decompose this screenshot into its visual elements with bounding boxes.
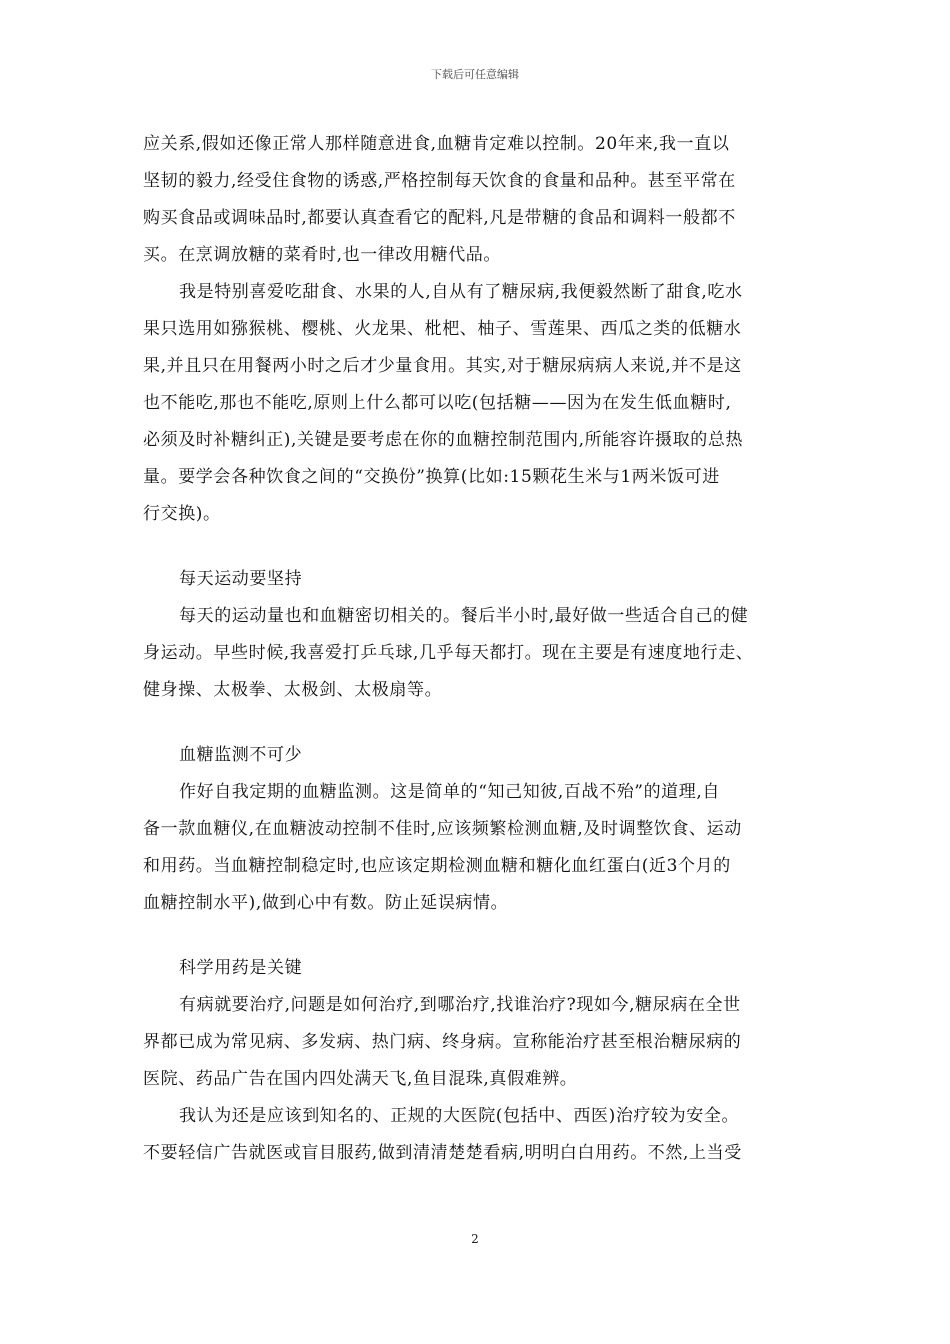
paragraph-line: 有病就要治疗,问题是如何治疗,到哪治疗,找谁治疗?现如今,糖尿病在全世 [179,995,741,1015]
section-gap [143,922,815,950]
paragraph-line: 健身操、太极拳、太极剑、太极扇等。 [143,680,443,700]
page-number: 2 [471,1232,479,1246]
paragraph-line: 必须及时补糖纠正),关键是要考虑在你的血糖控制范围内,所能容许摄取的总热 [143,430,744,450]
document-body [143,126,815,1172]
paragraph-line: 身运动。早些时候,我喜爱打乒乓球,几乎每天都打。现在主要是有速度地行走、 [143,643,754,663]
paragraph-line: 和用药。当血糖控制稳定时,也应该定期检测血糖和糖化血红蛋白(近3个月的 [143,856,731,876]
paragraph-line: 作好自我定期的血糖监测。这是简单的“知己知彼,百战不殆”的道理,自 [179,782,720,802]
section-heading: 科学用药是关键 [179,958,303,978]
paragraph-line: 医院、药品广告在国内四处满天飞,鱼目混珠,真假难辨。 [143,1069,578,1089]
paragraph-line: 我认为还是应该到知名的、正规的大医院(包括中、西医)治疗较为安全。 [179,1106,740,1126]
page-header: 下载后可任意编辑 [431,68,519,81]
paragraph-line: 量。要学会各种饮食之间的“交换份”换算(比如:15颗花生米与1两米饭可进 [143,467,720,487]
paragraph-line: 也不能吃,那也不能吃,原则上什么都可以吃(包括糖——因为在发生低血糖时, [143,393,732,413]
section-gap [143,709,815,737]
paragraph-line: 每天的运动量也和血糖密切相关的。餐后半小时,最好做一些适合自己的健 [179,606,749,626]
paragraph-line: 果只选用如猕猴桃、樱桃、火龙果、枇杷、柚子、雪莲果、西瓜之类的低糖水 [143,319,742,339]
paragraph-line: 果,并且只在用餐两小时之后才少量食用。其实,对于糖尿病病人来说,并不是这 [143,356,742,376]
paragraph-line: 我是特别喜爱吃甜食、水果的人,自从有了糖尿病,我便毅然断了甜食,吃水 [179,282,743,302]
paragraph-line: 应关系,假如还像正常人那样随意进食,血糖肯定难以控制。20年来,我一直以 [143,134,730,154]
section-gap [143,533,815,561]
paragraph-line: 血糖控制水平),做到心中有数。防止延误病情。 [143,893,509,913]
paragraph-line: 购买食品或调味品时,都要认真查看它的配料,凡是带糖的食品和调料一般都不 [143,208,736,228]
paragraph-line: 界都已成为常见病、多发病、热门病、终身病。宣称能治疗甚至根治糖尿病的 [143,1032,742,1052]
paragraph-line: 坚韧的毅力,经受住食物的诱惑,严格控制每天饮食的食量和品种。甚至平常在 [143,171,736,191]
section-heading: 血糖监测不可少 [179,745,303,765]
paragraph-line: 买。在烹调放糖的菜肴时,也一律改用糖代品。 [143,245,502,265]
paragraph-line: 不要轻信广告就医或盲目服药,做到清清楚楚看病,明明白白用药。不然,上当受 [143,1143,742,1163]
paragraph-line: 备一款血糖仪,在血糖波动控制不佳时,应该频繁检测血糖,及时调整饮食、运动 [143,819,742,839]
section-heading: 每天运动要坚持 [179,569,303,589]
paragraph-line: 行交换)。 [143,504,221,524]
